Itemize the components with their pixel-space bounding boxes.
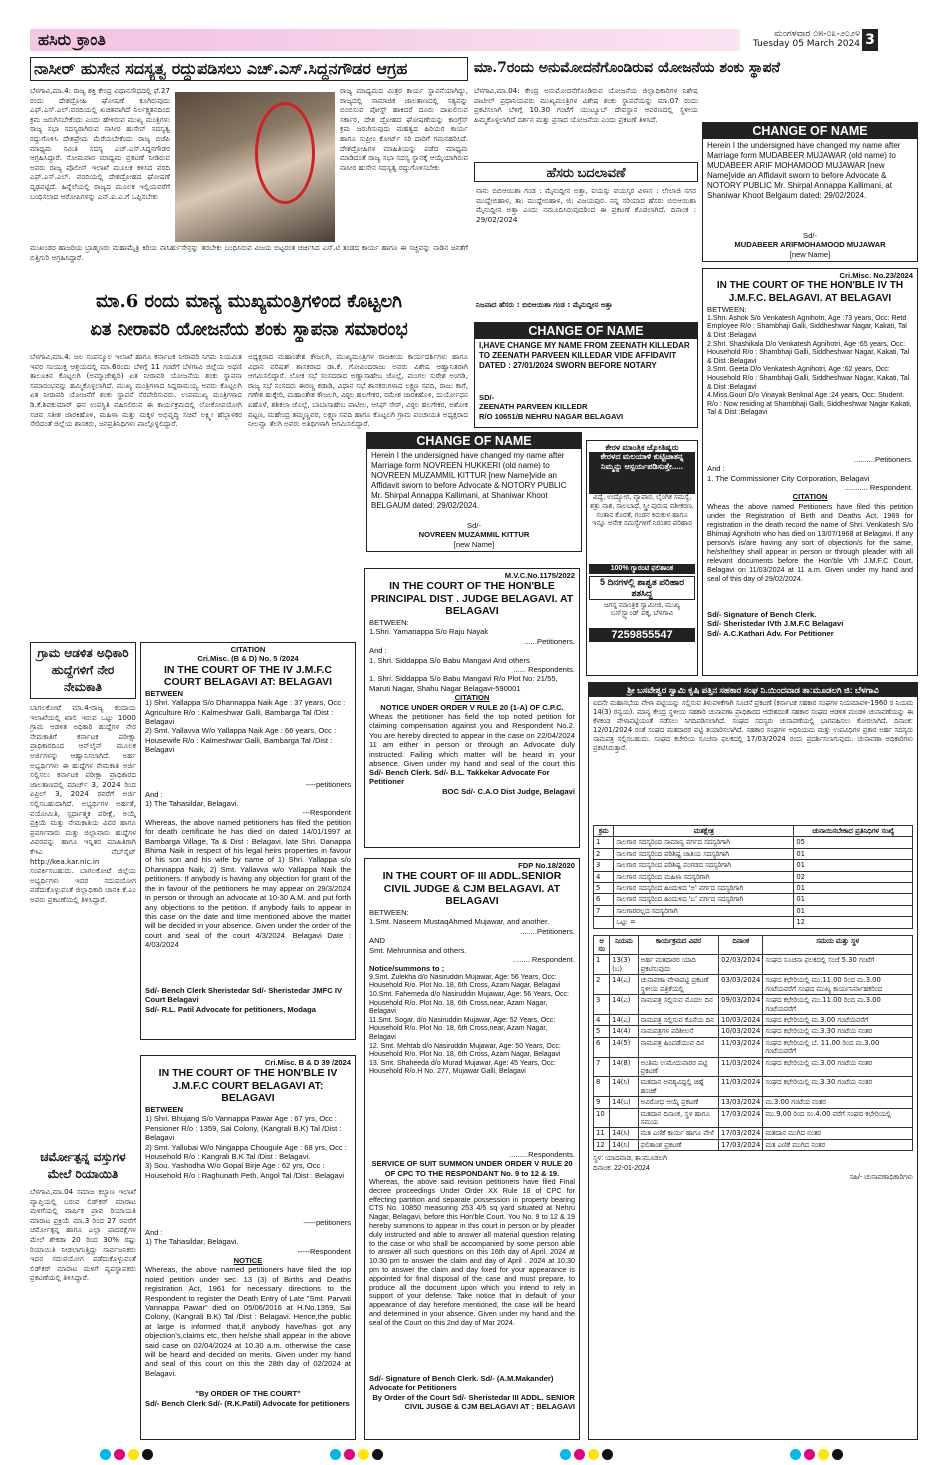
gram-title: ಗ್ರಾಮ ಆಡಳಿತ ಅಧಿಕಾರಿ ಹುದ್ದೆಗಳಿಗೆ ನೇರ ನೇಮಕಾತಿ [30, 642, 136, 699]
table-cell: ಮತ ಎಣಿಕೆ ಮುಗಿದ ನಂತರ [763, 1139, 913, 1150]
table-cell: ಮತ ಎಣಿಕೆ ಕಾರ್ಯ ಹಾಗೂ ವೇಳೆ [638, 1128, 719, 1139]
seats-row [594, 917, 913, 928]
table-cell: 7 [594, 1057, 610, 1077]
issue-date [742, 29, 860, 51]
schedule-header: ದಿನಾಂಕ [719, 935, 763, 955]
section-title: ಹಸಿರು ಕ್ರಾಂತಿ [30, 29, 168, 51]
table-cell: 7 [594, 905, 614, 916]
seats-header: ಕ್ರಮ [594, 826, 614, 837]
table-cell: ಮತದಾನ ಅವಶ್ಯವಿದ್ದಲ್ಲಿ ಚಿಹ್ನೆ ಹಂಚಿಕೆ [638, 1077, 719, 1097]
cn2-title: CHANGE OF NAME [475, 323, 697, 339]
table-cell: 14(4) [610, 1026, 639, 1037]
table-cell: 14(ಸಿ) [610, 1139, 639, 1150]
c5-and: And : [145, 789, 163, 799]
table-cell: ಸಾಲಗಾರ ಸದಸ್ಯರಿಂದ ಹಿಂದುಳಿದ 'ಬ' ವರ್ಗದ ಸದಸ್ಯರಿಗಾಗಿ [614, 894, 794, 905]
c39-between: BETWEEN [145, 1104, 183, 1114]
schedule-header: ಸಮಯ ಮತ್ತು ಸ್ಥಳ [763, 935, 913, 955]
table-cell: 9 [594, 1097, 610, 1108]
c1175-p1: 1.Shri. Yamanappa S/o Raju Nayak [369, 627, 489, 637]
table-cell: ಫಲಿತಾಂಶ ಪ್ರಕಟಣೆ [638, 1139, 719, 1150]
c39-order: "By ORDER OF THE COURT" [195, 1389, 301, 1399]
date-kannada: ಮಂಗಳವಾರ ೦೫-೦೩-೨೦೨೪ [774, 29, 860, 39]
date-english: Tuesday 05 March 2024 [753, 39, 860, 49]
table-cell: ಸಂಘದ ಕಛೇರಿಯಲ್ಲಿ ಬೆ. 11.00 ರಿಂದ ಮ.3.00 ಗಂಟೆಯವರೆಗೆ [763, 1037, 913, 1057]
c18-text: Whereas, the above said revision petitioners have filed Final decree proceedings Under Order XX Rule 18 of CPC for effecting partition and separate possession in property bearing CTS No. 10850 measuring 253 4/5 sq yard situated at Nehru Nagar, Belagavi, before this Hon'ble Court. You No. 9 to 12 & 19 hereby summons to appear in this court in person or by pleader duly instructed and able to answer all material question relating to the case or who shall be accompanied by some person able to answer all such questions on this 16th day of April. 2024 at 10.30 pm to answer the claim and day of April . 2024 at 10.30 pm to answer the claim and day fixed for your appearance is appointed for final disposal of the case and must prepare, to produce all the document upon which you intend to rely in support of your defense. Take notice that in default of your appearance of day herefore mentioned, the case will be heard and determined in your absence. Given under my hand and the seal of the Court on this 2nd day of Mar 2024. [369, 1177, 575, 1327]
table-cell: 6 [594, 894, 614, 905]
c5-resp2: ---Respondent [302, 808, 351, 818]
c39-resp: 1) The Tahasildar, Belagavi. [145, 1237, 239, 1247]
cn2-addr: R/O 10651/B NEHRU NAGAR BELAGAVI [479, 411, 624, 421]
citation-right-court: IN THE COURT OF THE HON'BLE IV TH J.M.F.C. BELAGAVI. AT BELAGAVI [716, 280, 904, 304]
astro-title: ಕೇರಳ ಮಾಂತ್ರಿಕ ಜ್ಯೋತಿಷ್ಯರು [605, 443, 679, 452]
table-cell: 1 [594, 955, 610, 975]
cn1-name: MUDABEER ARIFMOHAMOOD MUJAWAR [734, 240, 886, 250]
change-of-name-1 [702, 122, 918, 262]
table-cell: ಸಂಘದ ಕಛೇರಿಯಲ್ಲಿ ಮು.11.00 ರಿಂದ ಮ.3.00 ಗಂಟೆಯವರೆಗೆ [763, 995, 913, 1015]
c5-court: IN THE COURT OF THE IV J.M.F.C COURT BELAGAVI AT: BELAGAVI [163, 663, 333, 689]
c5-adv: Sd/- R.L. Patil Advocate for petitioners, Modaga [145, 1004, 317, 1014]
registration-marks-center [330, 1445, 386, 1464]
table-cell: 11 [594, 1128, 610, 1139]
table-cell: 11/03/2024 [719, 1077, 763, 1097]
citation-right-pet: ..........Petitioners. [853, 454, 913, 464]
table-cell: ನಾಮಪತ್ರಗಳ ಪರಿಶೀಲನೆ [638, 1026, 719, 1037]
c39-and: And : [145, 1227, 163, 1237]
table-cell: 4 [594, 871, 614, 882]
seats-row [594, 860, 913, 871]
story1-photo [175, 92, 335, 242]
story2-headline-1: ಮಾ.6 ರಂದು ಮಾನ್ಯ ಮುಖ್ಯಮಂತ್ರಿಗಳಿಂದ ಕೊಟ್ಟಲಗಿ [96, 291, 402, 312]
schedule-header: ನಿಯಮ [610, 935, 639, 955]
cn3-sd: Sd/- [467, 521, 481, 530]
schedule-row [594, 995, 913, 1015]
table-cell: 14(5) [610, 1037, 639, 1057]
schedule-row [594, 1077, 913, 1097]
schedule-row [594, 1057, 913, 1077]
schedule-row [594, 1026, 913, 1037]
c39-notice: NOTICE [233, 1255, 263, 1265]
cn1-tag: [new Name] [789, 249, 831, 259]
table-cell: ನಾಮಪತ್ರ ಸಲ್ಲಿಸುವ ಮೊದಲ ದಿನ [638, 995, 719, 1015]
table-cell: 17/03/2024 [719, 1139, 763, 1150]
table-cell: ಸಾಲಗಾರ ಸದಸ್ಯರಿಂದ ಸಾಮಾನ್ಯ ವರ್ಗದ ಸದಸ್ಯರಿಗಾಗಿ [614, 837, 794, 848]
schedule-row [594, 1097, 913, 1108]
table-cell: 2 [594, 975, 610, 995]
table-cell: 03/03/2024 [719, 975, 763, 995]
c5-between: BETWEEN [145, 688, 183, 698]
cn1-title: CHANGE OF NAME [703, 123, 917, 139]
astro-guarantee: 100% ಗ್ಯಾರಂಟಿ ಫಲಿತಾಂಶ [589, 564, 695, 573]
schedule-row [594, 1014, 913, 1025]
c1175-between: BETWEEN: [369, 617, 409, 627]
story2-body-2: ಅಧ್ಯಕ್ಷರಾದ ಮಹಾಂತೇಶ ಕೌಜಲಗಿ, ಮುಖ್ಯಮಂತ್ರಿಗಳ ರಾಜಕೀಯ ಕಾರ್ಯದರ್ಶಿಗಳು ಹಾಗೂ ವಿಧಾನ ಪರಿಷತ್ ಶಾಸಕರಾದ ಡಾ.ಕೆ. ಗೋವಿಂದರಾಜು ಅವರು ವಿಶೇಷ ಆಹ್ವಾನಿತರಾಗಿ ಆಗಮಿಸಲಿದ್ದಾರೆ. ಲೋಕ ಸಭೆ ಸಂಸದರಾದ ಅಣ್ಣಾಸಾಹೇಬ ಜೊಲ್ಲೆ, ಮಂಗಲ ಸುರೇಶ ಅಂಗಡಿ, ರಾಜ್ಯ ಸಭೆ ಸಂಸದರು ಈರಣ್ಣ ಕಡಾಡಿ, ವಿಧಾನ ಸಭೆ ಶಾಸಕರುಗಳಾದ ಲಕ್ಷ್ಮಣ ಸವದಿ, ರಾಜು ಕಾಗೆ, ಗಣೇಶ ಹುಕ್ಕೇರಿ, ಮಹಾಂತೇಶ ಕೌಜಲಗಿ, ವಿಠ್ಠಲ ಹಲಗೇಕರ, ರಮೇಶ ಜಾರಕಿಹೊಳಿ, ದುರ್ಯೋಧನ ಐಹೊಳೆ, ಶಶಿಕಲಾ ಜೊಲ್ಲೆ, ಬಾಬಾಸಾಹೇಬ ಪಾಟೀಲ, ಆಸಿಫ್ ಸೇಠ್, ವಿಠ್ಠಲ ಹಲಗೇಕರ, ಅಶೋಕ ಪಟ್ಟಣ, ಮಹೇಂದ್ರ ತಮ್ಮಣ್ಣವರ, ಲಕ್ಷ್ಮಣ ಸವದಿ ಹಾಗೂ ಕೊಟ್ಟಲಗಿ ಗ್ರಾಮ ಪಂಚಾಯತಿ ಅಧ್ಯಕ್ಷರಾದ ನೀಲವ್ವಾ ತೆಲಗಿ ಅವರು ಅತಿಥಿಗಳಾಗಿ ಆಗಮಿಸಲಿದ್ದಾರೆ. [248, 352, 468, 429]
table-cell: ಸಂಘದ ಕಛೇರಿಯಲ್ಲಿ ಮ.3.00 ಗಂಟೆಯ ನಂತರ [763, 1057, 913, 1077]
coop-sig: ಸಹಿ/- ಚುನಾವಣಾಧಿಕಾರಿಗಳು [849, 1174, 913, 1181]
table-cell: 02/03/2024 [719, 955, 763, 975]
citation-right-parties: 1.Shri. Ashok S/o Venkatesh Agnihotri, Age :73 years, Occ: Retd Employee R/o : Shambhaji Galli, Siddheshwar Nagar, Kakati, Tal & Dist :Belagavi 2.Shri. Shashikala D/o Venkatesh Agnihotri, Age :65 years, Occ: Household R/o : Shambhaji Galli, Siddheshwar Nagar, Kakati, Tal & Dist :Belagavi 3.Smt. Geeta D/o Venkatesh Agnihotri, Age :62 years, Occ: Household R/o : Shambhaji Galli, Siddheshwar Nagar, Kakati, Tal & Dist :Belagavi 4.Miss.Gouri D/o Vinayak Benknal Age :24 years, Occ: Student. R/o : Now residing at Shambhaji Galli, Siddheshwar Nagar Kakati, Tal & Dist :Belagavi [707, 314, 912, 417]
namechange-kn-new: ನಿಜವಾದ ಹೆಸರು : ಬಿಬಿಆಯಿಶಾ ಗಂಡ : ಮೈನುದ್ದೀನ ಅತ್ತಾ [476, 300, 613, 309]
table-cell: 3 [594, 995, 610, 1015]
table-cell: ಸಂಘದ ಕಛೇರಿಯಲ್ಲಿ ಮ.3.30 ಗಂಟೆಯ ನಂತರ [763, 1077, 913, 1097]
cn2-name: ZEENATH PARVEEN KILLEDR [479, 402, 588, 412]
c5-pet: ----petitioners [305, 780, 351, 790]
coop-place: ಸ್ಥಳ: ಯಾದವಾಡ, ತಾ:ಮೂಡಲಗಿ [593, 1155, 667, 1163]
schedule-row [594, 1139, 913, 1150]
c1175-no: M.V.C.No.1175/2022 [504, 571, 575, 580]
table-cell: 14(8) [610, 1057, 639, 1077]
table-cell: 14(ಎ) [610, 975, 639, 995]
schedule-row [594, 1108, 913, 1128]
table-cell: 6 [594, 1037, 610, 1057]
highlight-circle [255, 102, 315, 204]
table-cell: ಮ.3.00 ಗಂಟೆಯ ನಂತರ [763, 1097, 913, 1108]
page-number: 3 [862, 29, 878, 51]
table-cell: ಸಾಲಗಾರ ಸದಸ್ಯರಿಂದ ಪರಿಶಿಷ್ಟ ಪಂಗಡದ ಸದಸ್ಯರಿಗಾಗಿ [614, 860, 794, 871]
table-cell: 8 [594, 1077, 610, 1097]
c5-no: Cri.Misc. (B & D) No. 5 /2024 [197, 654, 299, 664]
c1175-sig: Sd/- Bench Clerk. Sd/- B.L. Takkekar Advocate For Petitioner [369, 767, 550, 787]
table-cell: ಸಂಘದ ಕಛೇರಿಯಲ್ಲಿ ಮ.3.00 ಗಂಟೆಯವರೆಗೆ [763, 1014, 913, 1025]
citation-right-resp2: ........... Respondent. [844, 483, 913, 493]
story3-headline: ಮಾ.7ರಂದು ಅನುಮೋದನೆಗೊಂಡಿರುವ ಯೋಜನೆಯ ಶಂಕು ಸ್ಥಾಪನೆ [474, 60, 781, 76]
table-cell: ಮು.9.00 ರಿಂದ ಸಂ.4.00 ವರೆಗೆ ಸಂಘದ ಕಛೇರಿಯಲ್ಲಿ [763, 1108, 913, 1128]
change-of-name-2 [474, 322, 698, 428]
schedule-header: ಅ ಸಂ [594, 935, 610, 955]
gram-box [30, 642, 136, 1402]
table-cell: 09/03/2024 [719, 995, 763, 1015]
citation-18 [364, 858, 580, 1440]
table-cell: 2 [594, 848, 614, 859]
citation-right-sig1: Sd/- Signature of Bench Clerk. [707, 609, 817, 619]
story1-headline: ನಾಸೀರ್ ಹುಸೇನ ಸದಸ್ಯತ್ವ ರದ್ದುಪಡಿಸಲು ಎಚ್.ಎಸ್.ಸಿದ್ದನಗೌಡರ ಆಗ್ರಹ [30, 57, 468, 81]
cn3-title: CHANGE OF NAME [367, 433, 581, 449]
seats-header: ಮತಕ್ಷೇತ್ರ [614, 826, 794, 837]
story2-body-1: ಬೆಳಗಾವಿ,ಮಾ.4: ಜಲ ಸಂಪನ್ಮೂಲ ಇಲಾಖೆ ಹಾಗೂ ಕರ್ನಾಟಕ ನೀರಾವರಿ ನಿಗಮ ನಿಯಮಿತ ಇವರ ಸಂಯುಕ್ತ ಆಶ್ರಯದಲ್ಲಿ ಮಾ.6ರಂದು ಬೆಳಿಗ್ಗೆ 11 ಗಂಟೆಗೆ ಬೆಳಗಾವಿ ಜಿಲ್ಲೆಯ ಅಥಣಿ ತಾಲೂಕಿನ ಕೊಟ್ಟಲಗಿ (ಅಮ್ಮಾಜೇಶ್ವರಿ) ಏತ ನೀರಾವರಿ ಯೋಜನೆಯ ಶಂಕು ಸ್ಥಾಪನಾ ಸಮಾರಂಭವನ್ನು ಹಮ್ಮಿಕೊಳ್ಳಲಾಗಿದೆ. ಮುಖ್ಯ ಮಂತ್ರಿಗಳಾದ ಸಿದ್ದರಾಮಯ್ಯ ಅವರು ಕೊಟ್ಟಲಗಿ ಏತ ನೀರಾವರಿ ಯೋಜನೆಗೆ ಶಂಕು ಸ್ಥಾಪನೆ ನೆರವೇರಿಸುವರು. ಉಪಮುಖ್ಯ ಮಂತ್ರಿಗಳಾದ ಡಿ.ಕೆ.ಶಿವಕುಮಾರ್ ಘನ ಉಪಸ್ಥಿತಿ ವಹಿಸಲಿರುವ ಈ ಕಾರ್ಯಕ್ರಮದಲ್ಲಿ ಲೋಕೋಪಯೋಗಿ ಸಚಿವ ಸತೀಶ ಜಾರಕಿಹೊಳಿ, ಮಹಿಳಾ ಮತ್ತು ಮಕ್ಕಳ ಅಭಿವೃದ್ಧಿ ಸಚಿವೆ ಲಕ್ಷ್ಮೀ ಹೆಬ್ಬಾಳಕರ ಸೇರಿದಂತೆ ಜಿಲ್ಲೆಯ ಶಾಸಕರು, ಜನಪ್ರತಿನಿಧಿಗಳು ಪಾಲ್ಗೊಳ್ಳಲಿದ್ದಾರೆ. [30, 352, 242, 429]
table-cell: 02 [794, 871, 913, 882]
c18-between: BETWEEN: [369, 907, 409, 917]
c39-pet: -----petitioners [303, 1218, 351, 1228]
table-cell: 13(3)(ಬ) [610, 955, 639, 975]
table-cell: 10/03/2024 [719, 1014, 763, 1025]
gram-body: ಬಾಗಲಕೋಟೆ ಮಾ.4-ರಾಜ್ಯ ಕಂದಾಯ ಇಲಾಖೆಯಲ್ಲಿ ಖಾಲಿ ಇರುವ ಒಟ್ಟು 1000 ಗ್ರಾಮ ಆಡಳಿತ ಅಧಿಕಾರಿ ಹುದ್ದೆಗಳ ನೇರ ನೇಮಕಾತಿಗೆ ಕರ್ನಾಟಕ ಪರೀಕ್ಷಾ ಪ್ರಾಧಿಕಾರದಿಂದ ಆನ್‌ಲೈನ್ ಮೂಲಕ ಅರ್ಜಿಗಳನ್ನು ಆಹ್ವಾನಿಸಲಾಗಿದೆ. ಅರ್ಹ ಅಭ್ಯರ್ಥಿಗಳು ಈ ಹುದ್ದೆಗಳ ನೇಮಕಾತಿ ಅರ್ಜಿ ಸಲ್ಲಿಸಲು ಕರ್ನಾಟಕ ಪರೀಕ್ಷಾ ಪ್ರಾಧಿಕಾರದ ಜಾಲತಾಣದಲ್ಲಿ ಮಾರ್ಚ್ 3, 2024 ರಿಂದ ಏಪ್ರಿಲ್ 3, 2024 ರವರೆಗೆ ಅರ್ಜಿ ಸಲ್ಲಿಸಬಹುದಾಗಿದೆ. ಅಭ್ಯರ್ಥಿಗಳ ಅರ್ಹತೆ, ವಯೋಮಿತಿ, ಸ್ಪರ್ಧಾತ್ಮಕ ಪರೀಕ್ಷೆ, ಅಯ್ಕೆ ಪ್ರಕ್ರಿಯೆ ಮತ್ತು ನೇಮಕಾತಿಯ ವಿವರ ಹಾಗೂ ಪ್ರವರ್ಗವಾರು ಮತ್ತು ಜಿಲ್ಲಾವಾರು ಹುದ್ದೆಗಳ ವಿವರವನ್ನು ಹಾಗೂ ಇನ್ನಿತರ ಮಾಹಿತಿಗಾಗಿ ಕೆಇಎ ವೆಬ್‌ಸೈಟ್ http://kea.kar.nic.in ಸಂಪರ್ಕಿಸಬಹುದು. ಬಾಗಲಕೋಟೆ ಜಿಲ್ಲೆಯ ಅಭ್ಯರ್ಥಿಗಳು ಇದರ ಸದುಪಯೋಗ ಪಡೆದುಕೊಳ್ಳುವಂತೆ ಜಿಲ್ಲಾಧಿಕಾರಿ ಜಾನಕಿ ಕೆ.ಎಂ ಅವರು ಪ್ರಕಟಣೆಯಲ್ಲಿ ತಿಳಿಸಿದ್ದಾರೆ. [30, 703, 136, 904]
coop-date: ದಿನಾಂಕ: 22-01-2024 [593, 1164, 650, 1172]
c18-r1: Smt. Mehrunnisa and others. [369, 945, 467, 955]
c1175-notice: NOTICE UNDER ORDER V RULE 20 (1-A) OF C.P.C. [380, 702, 564, 712]
citation-39 [140, 1055, 356, 1440]
table-cell: 5 [594, 883, 614, 894]
c18-list: 9.Smt. Zulekha d/o Nasiruddin Mujawar, Age: 56 Years, Occ: Household R/o. Plot No. 18, 6th Cross, Azam Nagar, Belagavi 10.Smt. Fahemeda d/o Nasiruddin Mujawar, Age: 56 Years, Occ: Household R/o. Plot No. 18, 6th Cross,near, Azam Nagar, Belagavi 11.Smt. Sogar, d/o Nasiruddin Mujawar, Age: 52 Years, Occ: Household R/o. Plot No. 18, 6th Cross,near, Azam Nagar, Belagavi 12. Smt. Mehtab d/o Nasiruddin Mujawar, Age: 50 Years, Occ: Household R/o. Plot No. 18, 6th Cross, Azam Nagar, Belagavi 13. Smt. Shaheeda d/o Murad Mujawar, Age: 45 Years, Occ: Household R/o.H No. 277, Mujawar Galli, Belagavi [369, 973, 569, 1076]
story2-headline-2: ಏತ ನೀರಾವರಿ ಯೋಜನೆಯ ಶಂಕು ಸ್ಥಾಪನಾ ಸಮಾರಂಭ [90, 319, 408, 340]
citation-right-no: Cri.Misc. No.23/2024 [839, 271, 913, 280]
table-cell: 17/03/2024 [719, 1128, 763, 1139]
c1175-r2: 1. Shri. Siddappa S/o Babu Mangavi R/o Plot No: 21/55, Maruti Nagar, Shahu Nagar Belagavi-590001 [369, 674, 558, 693]
cn2-body: I,HAVE CHANGE MY NAME FROM ZEENATH KILLEDAR TO ZEENATH PARVEEN KILLEDAR VIDE AFFIDAVIT DATED : 27/01/2024 SWORN BEFORE NOTARY [479, 341, 690, 370]
astrology-ad [586, 440, 698, 676]
seats-row [594, 905, 913, 916]
table-cell: 5 [594, 1026, 610, 1037]
header-band [160, 29, 740, 51]
c18-order: By Order of the Court Sd/- Sheristedar III ADDL. SENIOR CIVIL JUSGE & CJM BELAGAVI AT : BELAGAVI [372, 1392, 575, 1412]
citation-1175 [364, 568, 580, 848]
c5-sig: Sd/- Bench Clerk Sheristedar Sd/- Sheristedar JMFC IV Court Belagavi [145, 985, 343, 1005]
table-cell [594, 917, 614, 928]
namechange-kn-body: ನಾನು ಬಿಬಿಆಯಿಶಾ ಗಂಡ : ಮೈನುದ್ದೀನ ಅತ್ತಾ, ವಯಸ್ಸು ವಯಸ್ಕರ ವಿಳಾಸ : ಲೇಲಾಜಿ ನಗರ ಮುದ್ದೇಬಿಹಾಳ, ತಾ: ಮುದ್ದೇಬಿಹಾಳ, ಜಿ: ವಿಜಯಪುರ. ನನ್ನ ಸರಿಯಾದ ಹೆಸರು ಬಿಬಿಆಯಿಶಾ ಮೈನುದ್ದೀನ ಅತ್ತಾ ಎಂದು ನಮೂದಿಸಿರುವುದರಿಂದ ಈ ಪ್ರಕಟಣೆ ಕೊಡಲಾಗಿದೆ. ದಿನಾಂಕ : 29/02/2024 [476, 186, 696, 224]
table-cell: 12 [594, 1139, 610, 1150]
c39-parties: 1) Shri. Bhujang S/o Vannappa Pawar Age : 67 yrs, Occ : Pensioner R/o : 1359, Sai Colony, (Kangrali B.K) Tal /Dist : Belagavi 2) Smt. Yallubai W/o Ningappa Chougule Age : 68 yrs, Occ : Household R/o : Kangrali B.K Tal /Dist : Belagavi. 3) Sou. Yashodha W/o Gopal Birje Age : 62 yrs, Occ : Household R/o : Raghunath Peth, Angol Tal /Dist : Belagavi [145, 1114, 347, 1180]
seats-row [594, 883, 913, 894]
c39-resp2: -----Respondent [297, 1246, 351, 1256]
table-cell: 14(ಸಿ) [610, 1128, 639, 1139]
c39-no: Cri.Misc. B & D 39 /2024 [264, 1058, 351, 1067]
citation-right-adv: Sd/- A.C.Kathari Adv. For Petitioner [707, 628, 834, 638]
citation-right-text: Wheas the above named Petitioners have filed this petition under the Registration of Birth and Deaths Act, 1969 for registration in the death record the name of Shri. Venkatesh S/o Bhimaji Agnihotri who has died on 13/07/1968 at Belagavi. If any person/s is/are having any sort of objection/s for the same, he/she/they shall appear in person or through pleader with all relevant documents before the Hon'ble Vth J.M.F.C Court, Belagavi on 11/03/2024 at 11 a.m. Given under my hand and seal of this day of 29/02/2024. [707, 501, 913, 583]
table-cell: ಅರ್ಹ ಮತದಾರರ ಯಾದಿ ಪ್ರಕಟಿಸುವುದು [638, 955, 719, 975]
c1175-cit: CITATION [454, 693, 490, 703]
table-cell: 17/03/2024 [719, 1108, 763, 1128]
leather-body: ಬೆಳಗಾವಿ,ಮಾ.04 ಸಮಾಜ ಕಲ್ಯಾಣ ಇಲಾಖೆ ವ್ಯಾಪ್ತಿಯಲ್ಲಿ ಬರುವ ಲಿಡ್‌ಕರ್ ಮಾರಾಟ ಮಳಿಗೆಯಲ್ಲಿ ವಾರ್ಷಿಕ ಪ್ರಾವ ರಿಯಾಯತಿ ಮಾರಾಟ ಪ್ರಕ್ರಿಯೆ ಮಾ.3 ರಿಂದ 27 ರವರೆಗೆ ಚರ್ಮೋತ್ಪನ್ನ ಹಾಗೂ ಎಲ್ಲಾ ಪಾದರಕ್ಷೆಗಳ ಮೇಲೆ ಶೇಕಡಾ 20 ರಿಂದ 30% ರಷ್ಟು ರಿಯಾಯಿತಿ ನೀಡಲಾಗುತ್ತಿದ್ದು ಸಾರ್ವಜನಿಕರು ಇದರ ಸದುಪಯೋಗ ಪಡೆದುಕೊಳ್ಳುವಂತೆ ಲಿಡ್‌ಕರ್ ಮಾರಾಟ ಮಳಿಗೆ ವ್ಯವಸ್ಥಾಪಕರು ಪ್ರಕಟಣೆಯಲ್ಲಿ ತಿಳಿಸಿದ್ದಾರೆ. [30, 1187, 136, 1283]
seats-row [594, 837, 913, 848]
c39-sig: Sd/- Bench Clerk Sd/- (R.K.Patil) Advocate for petitioners [145, 1398, 350, 1408]
c39-text: Whereas, the above named petitioners have filed the top noted petition under sec. 13 (3) of Births and Deaths registration Act, 1961 for necessary directions to the Respondent to register the Death Entry of Late "Smt. Parvati Vannappa Pawar" died on 05/06/2016 at H.No.1359, Sai Colony, (Kangrali B.K) Tal /Dist : Belagavi. Hence,the public at large is informed that,if anybody have/has got any objection's,claims etc, then he/she shall appear in the above said case on 02/04/2024 at 10.30 a.m. otherwise the case will be heard and decided on merits. Given under my hand and seal of this court on this the 28th day of 02/2024 at Belagavi. [145, 1265, 351, 1378]
table-cell: 11/03/2024 [719, 1057, 763, 1077]
cn1-sd: Sd/- [803, 231, 817, 240]
table-cell: 11/03/2024 [719, 1037, 763, 1057]
seats-row [594, 848, 913, 859]
astro-sub: ಕೇರಳದ ಮಲಯಾಳಿ ಕುಟ್ಟಿಚಾತನ್ನ ನಿಮ್ಮನ್ನು ಆಸ್ಪರ್ಯಪಡಿಸುತ್ತೇ..... [589, 452, 695, 494]
cn3-tag: [new Name] [453, 539, 495, 549]
astro-contact: ಜಗನ್ನ ಮಾಂತ್ರಿಕ ಸ್ವಾಮೀಜಿ, ಮುಖ್ಯ ಬಸ್‌ಸ್ಟ್ಯಾಂಡ್ ಪಕ್ಕ, ಬೆಳಗಾವಿ [603, 601, 681, 618]
story1-caption: ಮುಖಂಡರ ಹಾಜರಿಯ ಬ್ರಾಹ್ಮಣರು ಮಹಾಮೈತ್ರಿ ಕಿರಿಯ ನಾಸಿರ್ಹುಸೇನ್ರನ್ನು ತರಬೇಕು ಬಂಧಿಸಿರುವ ವಿಜಯ ಬಿಟ್ಟರಂತ ಚರ್ಚಿಸಿದ ಎಸ್.ಟಿ ತಂಡದ ಕಾರ್ಯ ಹಾಗೂ ಈ ಸಚ್ಚಿವನ್ನು ನಾಡಿನ ಜನತೆಗೆ ಬಿತ್ತಿಗುರಿ ಆಗ್ರಹಿಸಿದ್ದಾರೆ. [30, 243, 468, 262]
table-cell: ನಾಮಪತ್ರ ಹಿಂಪಡೆಯುವ ದಿನ [638, 1037, 719, 1057]
table-cell: 10 [594, 1108, 610, 1128]
c5-parties: 1) Shri. Yallappa S/o Dhannappa Naik Age : 37 years, Occ : Agriculture R/o : Kalmeshwar Galli, Bambarga Tal /Dist : Belagavi 2) Smt. Yallavva W/o Yallappa Naik Age : 66 years, Occ : Housewife R/o : Kalmeshwar Galli, Bambarga Tal /Dist : Belagavi [145, 698, 346, 755]
table-cell: 14(ಎ) [610, 1014, 639, 1025]
table-cell [610, 1108, 639, 1128]
c18-sig: Sd/- Signature of Bench Clerk. Sd/- (A.M.Makander) Advocate for Petitioners [369, 1373, 554, 1393]
table-cell: 12 [794, 917, 913, 928]
c1175-court: IN THE COURT OF THE HON'BLE PRINCIPAL DIST . JUDGE BELAGAVI. AT BELAGAVI [370, 580, 574, 618]
schedule-header: ಕಾರ್ಯಕ್ರಮದ ವಿವರ [638, 935, 719, 955]
table-cell: 01 [794, 883, 913, 894]
coop-intro: ಐದನೇ ಮಹಾಸಭೆಯ ವೇಳಾ ಪಟ್ಟಿಯನ್ನು ಸಲ್ಲಿಸುವ ತಿಳುವಳಿಕೆಗಾಗಿ ಸೂಚನೆ ಪ್ರಕಟಣೆ (ಕರ್ನಾಟಕ ಸಹಕಾರ ಸಂಘಗಳ ನಿಯಮಾವಳಿ-1960 ರ ನಿಯಮ 14(3) ರನ್ವಯ). ಮಾನ್ಯ ಕೇಂದ್ರ ಸ್ಥಳೀಯ ಸಹಕಾರಿ ಚುನಾವಣಾ ಪ್ರಾಧಿಕಾರದ ಆದೇಶದಂತೆ ಸಹಕಾರ ಸಂಘದ ಆಡಳಿತ ಮಂಡಳಿ ಚುನಾವಣೆಯನ್ನು ಈ ಕೆಳಕಂಡ ವೇಳಾಪಟ್ಟಿಯಂತೆ ನಡೆಸಲು ನಿಗದಿಪಡಿಸಲಾಗಿದೆ. ಸಂಘದ ಸದಸ್ಯರು ಚುನಾವಣೆಯಲ್ಲಿ ಭಾಗವಹಿಸಲು ಕೋರಲಾಗಿದೆ. ದಿನಾಂಕ: 12/01/2024 ರಂತೆ ಸಂಘದ ಮತದಾರರ ಪಟ್ಟಿ ತಯಾರಿಸಲಾಗಿದೆ. ಸಹಕಾರ ಸಂಘಗಳ ಅಧಿನಿಯಮ ಮತ್ತು ಉಪವಿಧಿಗಳ ಪ್ರಕಾರ ಅರ್ಹ ಸದಸ್ಯರು ನಾಮಪತ್ರ ಸಲ್ಲಿಸಬಹುದು. ಸಂಘದ ಕಚೇರಿಯ ಸೂಚನಾ ಫಲಕದಲ್ಲಿ 17/03/2024 ರಂದು ಪ್ರದರ್ಶಿಸಲಾಗುವುದು. ಚುನಾವಣಾ ಅಧಿಕಾರಿಗಳು ಪ್ರಕಟಿಸಿರುತ್ತಾರೆ. [593, 699, 913, 752]
table-cell: 05 [794, 837, 913, 848]
table-cell: 01 [794, 860, 913, 871]
story1-body-left: ಬೆಳಗಾವಿ,ಮಾ.4: ರಾಜ್ಯ ಶಕ್ತಿ ಕೇಂದ್ರ ವಿಧಾನಸೌಧದಲ್ಲಿ ಫೆ.27 ರಂದು ದೇಶದ್ರೋಹಿ ಘೋಷಣೆ ಕೂಗಿರುವುದು ಎಫ್.ಎಸ್.ಎಲ್.ವರದಿಯಲ್ಲಿ ಖಚಿತವಾಗಿದೆ ನಿರ್ಲಕ್ಷ್ಯತನದಿಂದ ಕ್ರಮ ಜರುಗಿಸಬೇಕೆಂದು ಎಂದು ಹೇಳಿರುವ ಮುಖ್ಯ ಮಂತ್ರಿಗಳು ರಾಜ್ಯ ಸಭಾ ಸದಸ್ಯರಾಗಿರುವ ನಾಸೀರ ಹುಸೇನ್ ಸದಸ್ಯತ್ವ ರದ್ದುಗೊಳಿಸಿ ದೇಶಪ್ರೇಮ ಮೆರೆಯಬೇಕೆಂದು ರಾಜ್ಯ ಬಿಜೆಪಿ ಮಾಧ್ಯಮ ಸಮಿತಿ ಸದಸ್ಯ ಎಚ್.ಎಸ್.ಸಿದ್ದನಗೌಡರ ಆಗ್ರಹಿಸಿದ್ದಾರೆ. ಸೋಮವಾರ ಮಾಧ್ಯಮ ಪ್ರಕಟಣೆ ನೀಡಿರುವ ಅವರು ರಾಜ್ಯ ಪೊಲೀಸ್ ಇಲಾಖೆ ಮೂಲಕ ಕಳಿಸಿದ ವರದಿ ಎಫ್.ಎಸ್.ಎಲ್. ವರದಿಯಲ್ಲಿ ದೇಶದ್ರೋಹದ ಘೋಷಣೆ ದೃಢಪಟ್ಟಿದೆ. ಹಿನ್ನೆಲೆಯಲ್ಲಿ ರಾಜ್ಯದ ಮೂಲಕ ಇಲ್ಲಿಯವರೆಗೆ ಬಂಧಿಸಲಾದ ಆರೋಪಿಗಳನ್ನು ಎನ್.ಐ.ಎ.ಗೆ ಒಪ್ಪಿಸಬೇಕು [30, 86, 170, 201]
table-cell: ಸಾಲಗಾರರಲ್ಲದ ಸದಸ್ಯರಿಗಾಗಿ [614, 905, 794, 916]
table-cell: 14(ಎ) [610, 995, 639, 1015]
c39-court: IN THE COURT OF THE HON'BLE IV J.M.F.C COURT BELAGAVI AT: BELAGAVI [158, 1067, 338, 1105]
table-cell: 3 [594, 860, 614, 871]
seats-row [594, 871, 913, 882]
coop-table-schedule [593, 935, 913, 1152]
table-cell: ಮತದಾನ ಮುಗಿದ ನಂತರ [763, 1128, 913, 1139]
story1-body-right: ರಾಜ್ಯ ಮಾಧ್ಯಮದ ಮಿತ್ರರ ಕಾರ್ಯ ಸ್ಥಾಪನೆಯಾಗಿದ್ದು, ರಾಜ್ಯದಲ್ಲಿ ಸಾಮಾಜಿಕ ಜಾಲತಾಣದಲ್ಲಿ ಸತ್ಯವನ್ನು ಬಿಂಬಿಸುವ ಪೋಸ್ಟ್ ಹಾಕಿದರೆ ದೂರು ದಾಖಲಿಸುವ ಸರ್ಕಾರ, ದೇಶ ದ್ರೋಹದ ಘೋಷಣೆಯನ್ನು ಕಾಂಗ್ರೆಸ್ ಕ್ರಮ ಜರುಗಿಸುವುದು ಮಹತ್ವದ ಹಿರಿಯರ ಕಾರ್ಯ ಹಾಗೂ ಸುಪ್ರೀಂ ಕೋರ್ಟ್ ಸರಿ ದಾರಿಗೆ ಗಮನಹರಿಸಿದೆ. ದೇಶದ್ರೋಹಿಗಳ ಮಾಹಿತಿಯನ್ನು ಪಡೆದ ಮಾಧ್ಯಮ ಮಾಡಿದಂತೆ ರಾಜ್ಯ ಸಭಾ ಸದಸ್ಯ ಸ್ಥಾನಕ್ಕೆ ಆಯ್ಕೆಯಾಗಿರುವ ನಾಸೀರ ಹುಸೇನ ಸದಸ್ಯತ್ವ ರದ್ದುಗೊಳಿಸಬೇಕು [340, 86, 468, 172]
coop-notice [588, 682, 918, 1440]
registration-marks-left [100, 1445, 156, 1464]
cn3-name: NOVREEN MUZAMMIL KITTUR [418, 530, 530, 540]
table-cell: 14(ಬ) [610, 1097, 639, 1108]
table-cell: ಅಂತಿಮ ಉಮೇದುವಾರರ ಪಟ್ಟಿ ಪ್ರಕಟಣೆ [638, 1057, 719, 1077]
c1175-resp: ...... Respondents. [513, 664, 575, 674]
coop-title: ಶ್ರೀ ಬಸವೇಶ್ವರ ಸ್ವಾಮಿ ಕೃಷಿ ಪತ್ತಿನ ಸಹಕಾರ ಸಂಘ ನಿ.ಯಿಂದವಾಡ ತಾ:ಮೂಡಲಗಿ ಜಿ: ಬೆಳಗಾವಿ [589, 683, 917, 697]
schedule-row [594, 1128, 913, 1139]
citation-right-sig2: Sd/- Sheristedar IVth J.M.F.C Belagavi [707, 619, 844, 629]
registration-marks-far-right [790, 1445, 846, 1464]
table-cell: ನಾಮಪತ್ರ ಸಲ್ಲಿಸುವ ಕೊನೆಯ ದಿನ [638, 1014, 719, 1025]
table-cell: ಸಂಘದ ಸೂಚನಾ ಫಲಕದಲ್ಲಿ ಸಂಜೆ 5.30 ಗಂಟೆಗೆ [763, 955, 913, 975]
table-cell: ಸಾಲಗಾರ ಸದಸ್ಯರಿಂದ ಮಹಿಳಾ ಸದಸ್ಯರಿಗಾಗಿ [614, 871, 794, 882]
table-cell: 13/03/2024 [719, 1097, 763, 1108]
table-cell: 01 [794, 894, 913, 905]
story3-body: ಬೆಳಗಾವಿ,ಮಾ.04: ಕೇಂದ್ರ ಅನುಮೋದನೆಗೊಂಡಿರುವ ಯೋಜನೆಯ ಜಿಲ್ಲಾಧಿಕಾರಿಗಳ ನಿಶೇಷ ಪಾಟೀಲ್ ಪ್ರಧಾನಿಯವರು ಮುಖ್ಯಮಂತ್ರಿಗಳ ವಿಶೇಷ ಶಂಕು ಸ್ಥಾಪನೆಯನ್ನು ಮಾ.07 ರಂದು ಪ್ರಕಟಿಸಲಾಗಿ ಬೆಳಿಗ್ಗೆ 10.30 ಗಂಟೆಗೆ ಯುಟ್ಯೂಬ್ ದೇವಸ್ಥಾನ ಆವರಣದಲ್ಲಿ ಸ್ಥಳೀಯ ಹಿಮ್ಮಕೊಳ್ಳಲಾಗಿದೆ ದರ್ಶನ ಮತ್ತು ಪ್ರಸಾದ ಯೋಜನೆಯ ಎಂದು ಪ್ರಕಟಣೆ ತಿಳಿಸಿದೆ. [474, 86, 698, 124]
citation-right [702, 268, 918, 676]
table-cell: 14(ಸಿ) [610, 1077, 639, 1097]
table-cell: ಸಂಘದ ಕಛೇರಿಯಲ್ಲಿ ಮು.11.00 ರಿಂದ ಮ.3.00 ಗಂಟೆಯವರೆಗೆ ಸಂಘದ ಮುಖ್ಯ ಕಾರ್ಯನಿರ್ವಾಹಕರಿಂದ [763, 975, 913, 995]
table-cell: 01 [794, 848, 913, 859]
c1175-pet: ......Petitioners. [524, 636, 575, 646]
c18-court: IN THE COURT OF III ADDL.SENIOR CIVIL JUDGE & CJM BELAGAVI. AT BELAGAVI [382, 870, 562, 908]
citation-right-and: And : [707, 464, 725, 474]
table-cell: ಒಟ್ಟು = [614, 917, 794, 928]
table-cell: 4 [594, 1014, 610, 1025]
schedule-row [594, 955, 913, 975]
c18-head: SERVICE OF SUIT SUMMON UNDER ORDER V RULE 20 OF CPC TO THE RESPONDANT No. 9 to 12 & 19. [371, 1159, 573, 1178]
schedule-row [594, 1037, 913, 1057]
c1175-and: And : [369, 646, 387, 656]
schedule-row [594, 975, 913, 995]
table-cell: ಸಾಲಗಾರ ಸದಸ್ಯರಿಂದ ಹಿಂದುಳಿದ 'ಅ' ವರ್ಗದ ಸದಸ್ಯರಿಗಾಗಿ [614, 883, 794, 894]
astro-phone: 7259855547 [589, 628, 695, 642]
table-cell: 01 [794, 905, 913, 916]
cn1-body: Herein I the undersigned have changed my name after Marriage form MUDABEER MUJAWAR (old name) to MUDABEER ARIF MOHAMOOD MUJAWAR [new Name]vide an Affidavit sworn to before Advocate & NOTORY PUBLIC Mr. Shirpal Annappa Kallimani, at Shaniwar Khoot Belgaum dated: 29/02/2024. [707, 141, 901, 200]
citation-right-resp: 1. The Commissioner City Corporation, Belagavi [707, 473, 870, 483]
leather-title: ಚರ್ಮೋತ್ಪನ್ನ ವಸ್ತುಗಳ ಮೇಲೆ ರಿಯಾಯಿತಿ [40, 1150, 126, 1181]
c18-pet: ........Petitioners. [520, 926, 575, 936]
registration-marks-right [560, 1445, 616, 1464]
c18-no: FDP No.18/2020 [518, 861, 575, 870]
astro-body: ವಿದ್ಯೆ, ಉದ್ಯೋಗ, ವ್ಯಾಪಾರ, ಲೈಂಗಿಕ ಸಮಸ್ಯೆ, ಶತ್ರು ನಾಶ, ಸಾಲಬಾಧೆ, ಸ್ತ್ರೀ ಪುರುಷ ವಶೀಕರಣ, ಸಂತಾನ ಕೊರತೆ, ಗಂಡನ ಕಿರುಕುಳ ಹಾಗೂ ಇನ್ನೂ ಅನೇಕ ಸಮಸ್ಯೆಗಳಿಗೆ ನಿರಂತರ ಪರಿಹಾರ [590, 494, 694, 528]
c1175-boc: BOC Sd/- C.A.O Dist Judge, Belagavi [442, 786, 575, 796]
c1175-text: Wheas the petitioner has field the top noted petition for claiming compensation against you and Respondent No.2. You are hereby directed to appear in the case on 22/04/2024 11 am either in person or through an Advocate duly instructed. Failing which matter will be heard in your absence. Given under my hand and seal of the court this [369, 711, 575, 768]
coop-table-seats [593, 825, 913, 929]
table-cell: ಮತದಾನ ದಿನಾಂಕ, ಸ್ಥಳ ಹಾಗೂ ಸಮಯ [638, 1108, 719, 1128]
c5-cit: CITATION [230, 645, 266, 654]
citation-right-between: BETWEEN: [707, 305, 747, 315]
citation-5 [140, 642, 356, 1040]
table-cell: 10/03/2024 [719, 1026, 763, 1037]
table-cell: ಅವಿರೋಧ ಆಯ್ಕೆ ಪ್ರಕಟಣೆ [638, 1097, 719, 1108]
namechange-kn-title: ಹೆಸರು ಬದಲಾವಣೆ [474, 162, 698, 182]
c18-and: AND [369, 936, 386, 946]
c18-p1: 1.Smt. Naseem MustaqAhmed Mujawar, and another. [369, 917, 550, 927]
table-cell: ಸಂಘದ ಕಛೇರಿಯಲ್ಲಿ ಮ.3.30 ಗಂಟೆಯ ನಂತರ [763, 1026, 913, 1037]
table-cell: 1 [594, 837, 614, 848]
change-of-name-3 [366, 432, 582, 552]
table-cell: ಸಾಲಗಾರ ಸದಸ್ಯರಿಂದ ಪರಿಶಿಷ್ಟ ಜಾತಿಯ ಸದಸ್ಯರಿಗಾಗಿ [614, 848, 794, 859]
astro-days: 5 ದಿನಗಳಲ್ಲಿ ಶಾಶ್ವತ ಪರಿಹಾರ ಶತಸಿದ್ಧ [589, 576, 695, 600]
c18-resp2: .........Respondents. [509, 1149, 575, 1159]
c1175-r1: 1. Shri. Siddappa S/o Babu Mangavi And others [369, 655, 530, 665]
cn3-body: Herein I the undersigned have changed my name after Marriage form NOVREEN HUKKERI (old name) to NOVREEN MUZAMMIL KITTUR [new Name]vide an Affidavit sworn to before Advocate & NOTORY PUBLIC Mr. Shirpal Annappa Kallimani, at Shaniwar Khoot BELGAUM dated: 29/02/2024. [371, 451, 567, 510]
table-cell: ಚುನಾವಣಾ ವೇಳಾಪಟ್ಟಿ ಪ್ರಕಟಣೆ ಸ್ಥಳೀಯ ಪತ್ರಿಕೆಯಲ್ಲಿ [638, 975, 719, 995]
c5-text: Whereas, the above named petitioners has filed the petition for death certificate he has died on dated 14/01/1997 at Bambarga Village, Ta & Dist : Belagavi, late Shri. Danappa Bhima Naik in respect of his legal heirs properties in favour of his son and his wife by name of 1) Shri. Yallappa s/o Dhannappa Naik, 2) Smt. Yallavva w/o Yallappa Naik the petitioners. If anybody is having any objection for grant of the the in favour of the petitioners he may appear on 29/3/2024 in person or through an advocate at 10-30 A.M. and put forth any objections to the petition. If anybody fails to appear in this case on the date and time mentioned above the matter will be decided in your absence. Given under the order of the court and seal of the court 4/3/2024. Belagavi Date : 4/03/2024 [145, 817, 351, 950]
c18-notice: Notice/summons to ; [369, 964, 445, 974]
seats-row [594, 894, 913, 905]
c5-resp: 1) The Tahasildar, Belagavi. [145, 799, 239, 809]
citation-right-cit: CITATION [792, 492, 828, 502]
c18-resp: ........ Respondent. [512, 954, 575, 964]
seats-header: ಚುನಾಯಿಸಬೇಕಾದ ಪ್ರತಿನಿಧಿಗಳ ಸಂಖ್ಯೆ [794, 826, 913, 837]
cn2-sd: SD/- [479, 393, 495, 402]
